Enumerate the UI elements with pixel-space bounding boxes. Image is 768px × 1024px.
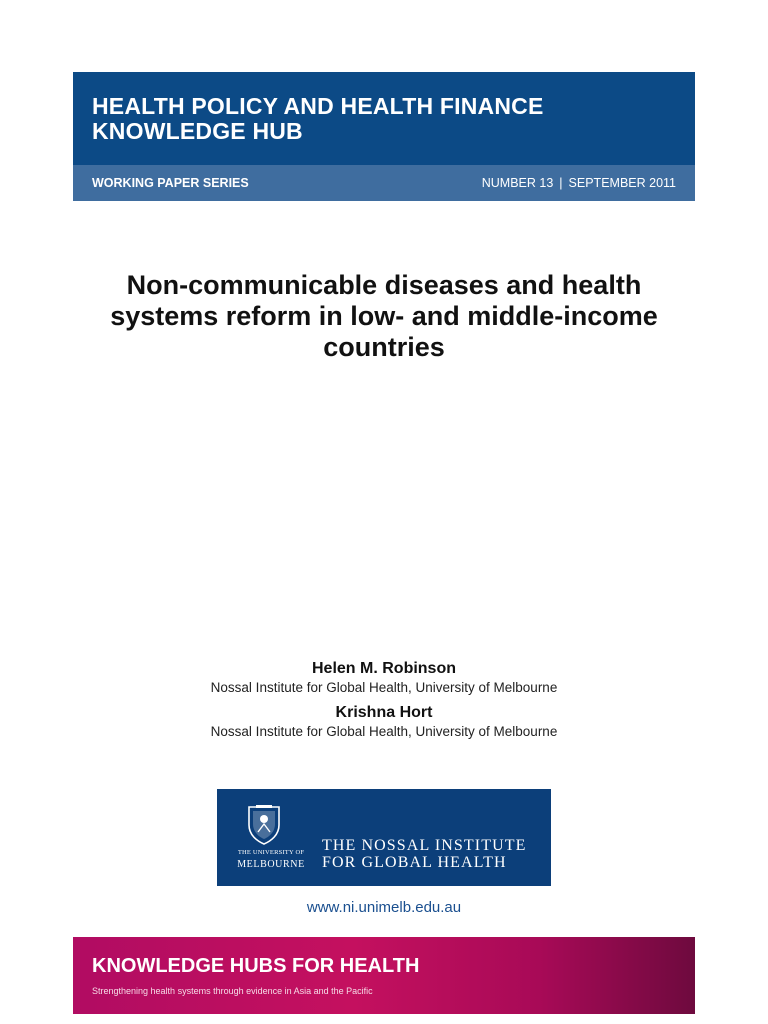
authors bbox=[0, 659, 768, 747]
institute-name-line1: THE NOSSAL INSTITUTE bbox=[322, 837, 527, 854]
footer-subtitle: Strengthening health systems through evidence in Asia and the Pacific bbox=[92, 986, 373, 996]
hub-title-line2: KNOWLEDGE HUB bbox=[92, 118, 303, 144]
author-name: Krishna Hort bbox=[335, 704, 433, 721]
author-2 bbox=[0, 703, 768, 740]
document-title-line3: countries bbox=[323, 332, 445, 362]
institute-name-line2: FOR GLOBAL HEALTH bbox=[322, 854, 507, 871]
author-affiliation: Nossal Institute for Global Health, University of Melbourne bbox=[210, 724, 558, 739]
knowledge-hubs-footer bbox=[73, 937, 695, 1014]
hub-title-line1: HEALTH POLICY AND HEALTH FINANCE bbox=[92, 93, 544, 119]
document-title bbox=[60, 270, 708, 363]
document-title-line1: Non-communicable diseases and health bbox=[126, 270, 642, 300]
author-1 bbox=[0, 659, 768, 696]
document-title-line2: systems reform in low- and middle-income bbox=[110, 301, 658, 331]
series-number: NUMBER 13 bbox=[481, 176, 554, 190]
series-date: SEPTEMBER 2011 bbox=[568, 176, 676, 190]
website-link[interactable]: www.ni.unimelb.edu.au bbox=[306, 899, 462, 916]
author-name: Helen M. Robinson bbox=[312, 660, 456, 677]
series-info bbox=[482, 176, 676, 190]
university-name-line2: MELBOURNE bbox=[237, 859, 305, 870]
separator: | bbox=[559, 176, 563, 190]
university-crest-icon bbox=[247, 805, 281, 845]
author-affiliation: Nossal Institute for Global Health, University of Melbourne bbox=[210, 680, 558, 695]
university-name-line1: THE UNIVERSITY OF bbox=[237, 849, 305, 856]
nossal-institute-logo bbox=[217, 789, 551, 886]
series-bar bbox=[73, 165, 695, 201]
series-name: WORKING PAPER SERIES bbox=[92, 176, 249, 190]
footer-title: KNOWLEDGE HUBS FOR HEALTH bbox=[92, 955, 420, 977]
knowledge-hub-banner bbox=[73, 72, 695, 165]
institute-name bbox=[322, 837, 527, 871]
